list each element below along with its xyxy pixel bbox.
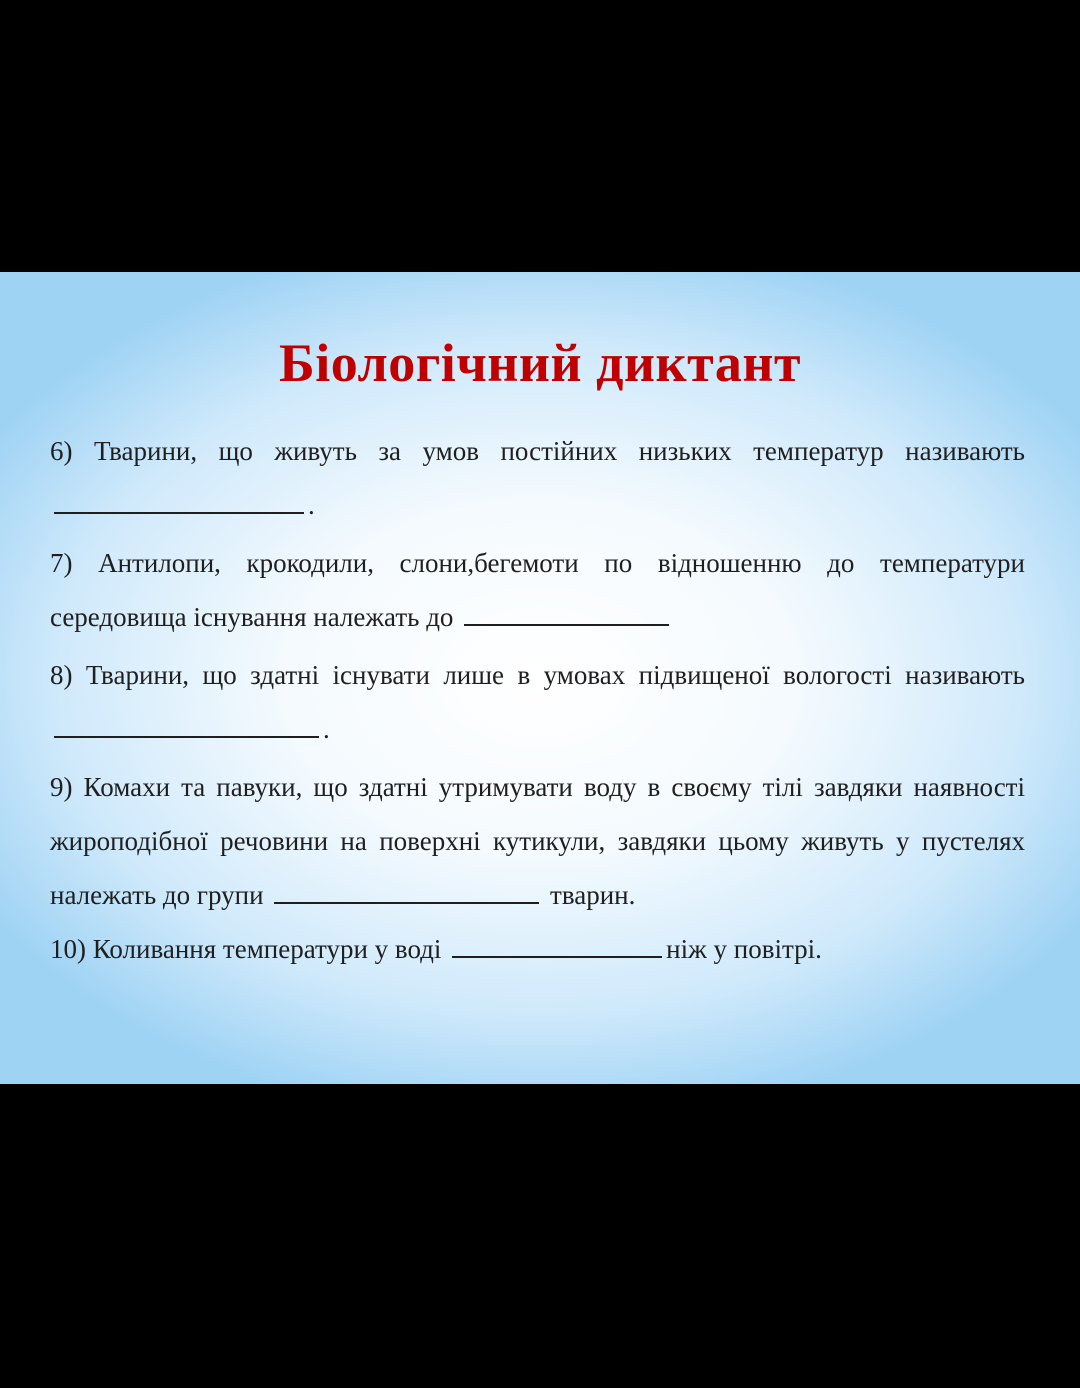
item-9-blank: [274, 878, 539, 904]
slide: [0, 272, 1080, 1084]
dictation-item-7: [50, 536, 1025, 644]
item-9-text: 9) Комахи та павуки, що здатні утримувати воду в своєму тілі завдяки наявності жироподібної речовини на поверхні кутикули, завдяки цьому живуть у пустелях належать до групи: [50, 772, 1025, 910]
item-6-end: .: [308, 490, 315, 520]
slide-title: Біологічний диктант: [279, 333, 801, 393]
item-6-text: 6) Тварини, що живуть за умов постійних низьких температур називають: [50, 436, 1025, 466]
item-8-end: .: [323, 714, 330, 744]
item-10-blank: [452, 932, 662, 958]
dictation-item-6: [50, 424, 1025, 532]
dictation-item-10: [50, 922, 1025, 976]
item-10-text: 10) Коливання температури у воді: [50, 934, 442, 964]
item-8-text: 8) Тварини, що здатні існувати лише в умовах підвищеної вологості називають: [50, 660, 1025, 690]
item-10-end: ніж у повітрі.: [666, 934, 822, 964]
item-7-blank: [464, 600, 669, 626]
item-8-blank: [54, 712, 319, 738]
dictation-items: [50, 424, 1025, 976]
item-6-blank: [54, 488, 304, 514]
dictation-item-8: [50, 648, 1025, 756]
dictation-item-9: [50, 760, 1025, 922]
item-7-text: 7) Антилопи, крокодили, слони,бегемоти по відношенню до температури середовища існування належать до: [50, 548, 1025, 632]
item-9-end: тварин.: [550, 880, 636, 910]
